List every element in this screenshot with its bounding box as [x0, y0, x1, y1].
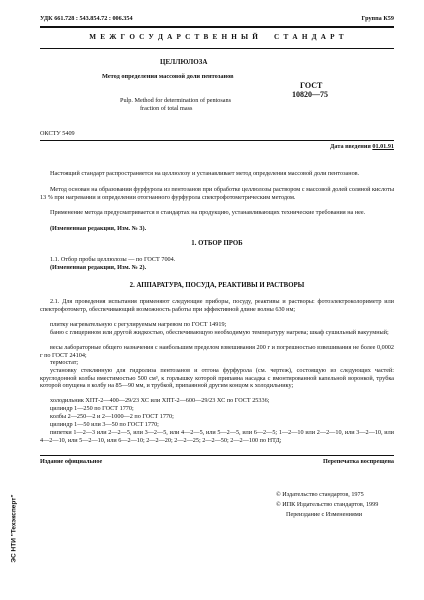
paragraph-application: Применение метода предусматривается в стандартах на продукцию, устанавливающих технические требования на нее.: [50, 209, 366, 216]
banner-rule: [40, 48, 394, 49]
section-2-clause-1: 2.1. Для проведения испытания применяют следующие приборы, посуду, реактивы и растворы: фотоэлектроколориметр или спектрофотометр, обеспечивающий возможность работы при эффективной длине волны 630 нм;: [40, 298, 394, 313]
copyright-1999: © ИПК Издательство стандартов, 1999: [276, 501, 379, 508]
udk-code: УДК 661.728 : 543.854.72 : 006.354: [40, 15, 133, 22]
paragraph-scope: Настоящий стандарт распространяется на целлюлозу и устанавливает метод определения массовой доли пентозанов.: [50, 170, 360, 177]
section-1-title: 1. ОТБОР ПРОБ: [191, 240, 243, 247]
item-cylinder-50: цилиндр 1—50 или 3—50 по ГОСТ 1770;: [50, 421, 159, 428]
vertical-stamp: [6, 470, 16, 590]
product-title: ЦЕЛЛЮЛОЗА: [160, 58, 208, 66]
item-glass-apparatus: установку стеклянную для гидролиза пентозанов и отгона фурфурола (см. чертеж), состоящую из следующих частей: круглодонной колбы вместимостью 500 см³, к горлышку которой припаяна насадка с вмонтированной капельной воронкой, трубка которой опущена в колбу на 85—90 мм, и трубкой, припаянной другим концом к холодильнику;: [40, 367, 394, 389]
item-heating-plate: плитку нагревательную с регулируемым нагревом по ГОСТ 14919;: [50, 321, 227, 328]
item-condenser: холодильник ХПТ-2—400—29/23 ХС или ХПТ-2—600—29/23 ХС по ГОСТ 25336;: [50, 397, 270, 404]
standard-type-banner: М Е Ж Г О С У Д А Р С Т В Е Н Н Ы Й С Т А Н Д А Р Т: [89, 33, 345, 41]
change-note-2: (Измененная редакция, Изм. № 2).: [50, 264, 147, 271]
method-title-en-1: Pulp. Method for determination of pentosans: [120, 97, 232, 104]
header-rule: [40, 26, 394, 28]
copyright-1975: © Издательство стандартов, 1975: [276, 491, 364, 498]
gost-label: ГОСТ: [300, 81, 323, 90]
intro-date-label: Дата введения: [330, 143, 371, 150]
item-scales: весы лабораторные общего назначения с наибольшим пределом взвешивания 200 г и погрешностью взвешивания не более 0,0002 г по ГОСТ 24104;: [40, 344, 394, 359]
group-code: Группа К59: [361, 15, 394, 22]
title-rule: [40, 140, 394, 141]
section-2-title: 2. АППАРАТУРА, ПОСУДА, РЕАКТИВЫ И РАСТВОРЫ: [129, 282, 305, 289]
footer-rule: [40, 455, 394, 456]
item-thermostat: термостат;: [50, 359, 79, 366]
item-pipettes: пипетки 1—2—3 или 2—2—5, или 3—2—5, или 4—2—5, или 5—2—5, или 6—2—5; 1—2—10 или 2—2—10, или 3—2—10, или 4—2—10, или 5—2—10, или 6—2—10; 2—2—20; 2—2—25; 2—2—50; 2—2—100 по НТД;: [40, 429, 394, 444]
stamp-text: ЭС НТИ "Техэксперт": [10, 494, 18, 563]
change-note-3: (Измененная редакция, Изм. № 3).: [50, 225, 147, 232]
section-1-clause: 1.1. Отбор пробы целлюлозы — по ГОСТ 7004.: [50, 256, 176, 263]
intro-date-value: 01.01.91: [372, 143, 394, 150]
intro-date-line: [330, 143, 394, 151]
reissue-note: Переиздание с Изменениями: [286, 511, 363, 518]
item-cylinder-250: цилиндр 1—250 по ГОСТ 1770;: [50, 405, 134, 412]
method-title-en-2: fraction of total mass: [140, 105, 193, 112]
item-flasks: колбы 2—250—2 и 2—1000—2 по ГОСТ 1770;: [50, 413, 174, 420]
item-bath-and-oven: баню с глицерином или другой жидкостью, обеспечивающую необходимую температуру нагрева; шкаф сушильный вакуумный;: [50, 329, 389, 336]
okstu-code: ОКСТУ 5409: [40, 130, 75, 137]
official-edition-label: Издание официальное: [40, 458, 103, 465]
method-title-ru: Метод определения массовой доли пентозанов: [102, 73, 234, 80]
gost-number: 10820—75: [292, 90, 328, 99]
reprint-prohibited-label: Перепечатка воспрещена: [323, 458, 394, 465]
paragraph-method: Метод основан на образовании фурфурола из пентозанов при обработке целлюлозы раствором с массовой долей соляной кислоты 13 % при нагревании и определении отогнанного фурфурола спектрофотометрическим методом.: [40, 186, 394, 201]
